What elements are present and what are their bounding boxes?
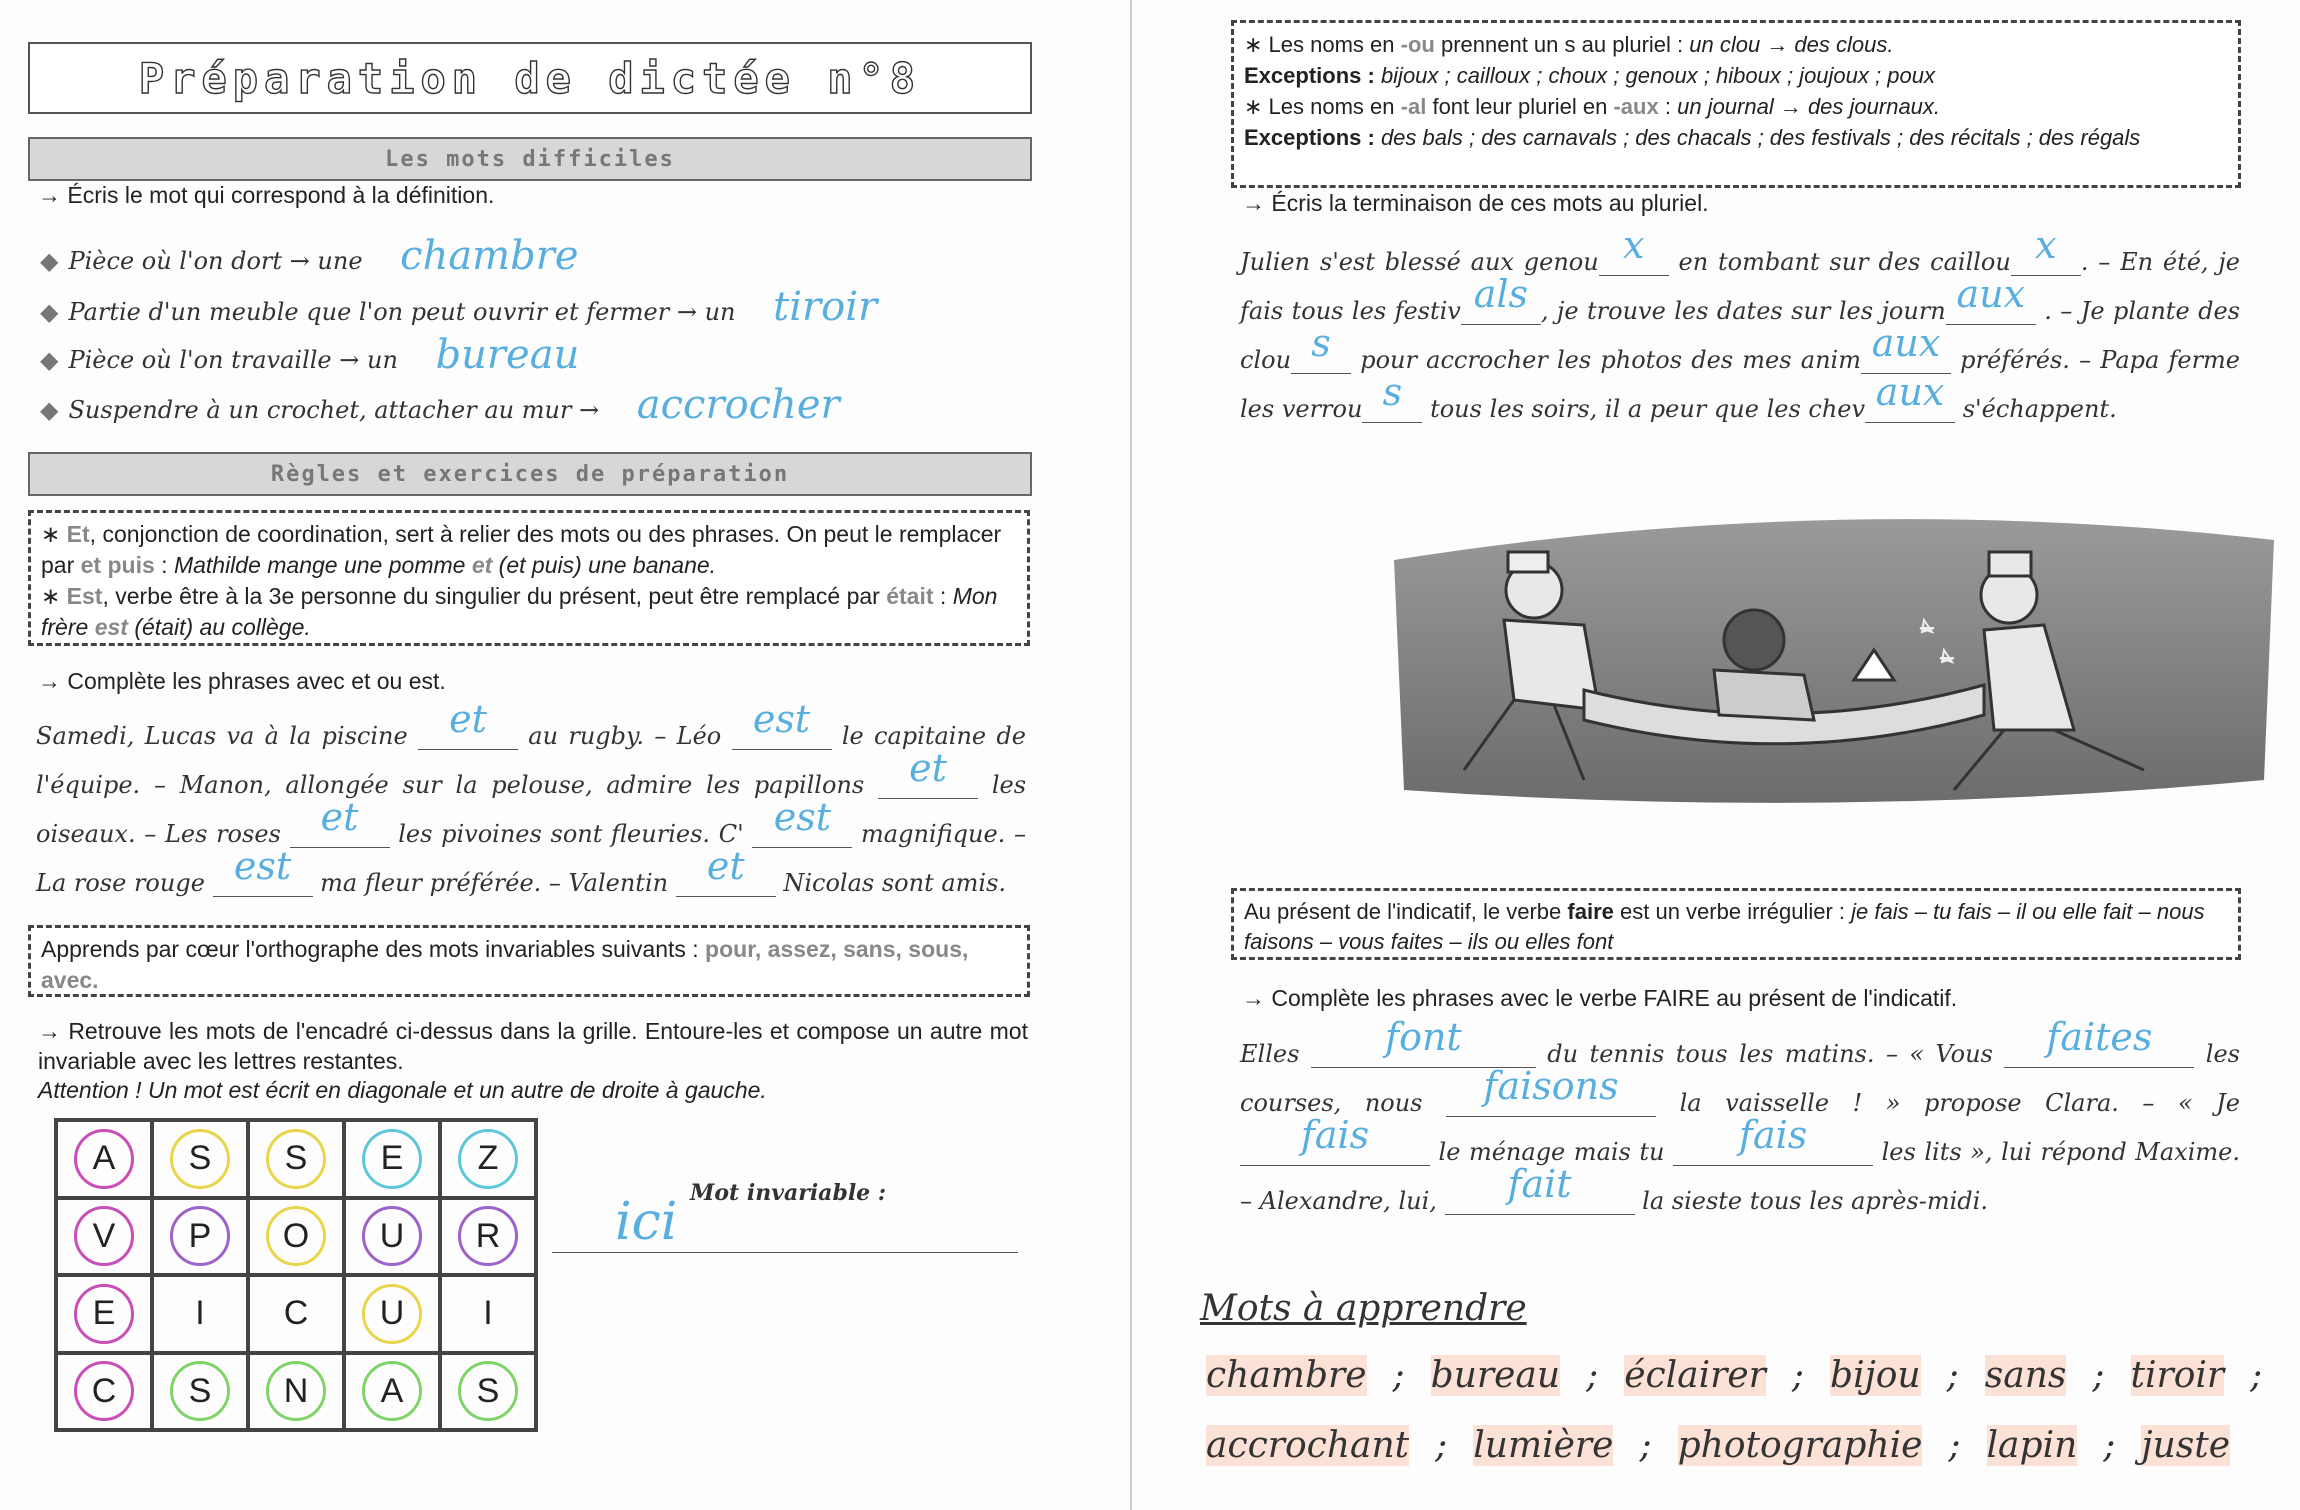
exercise-text: les lits », lui répond Maxime. – Alexandre, lui, xyxy=(1240,1138,2240,1215)
separator: ; xyxy=(1392,1355,1405,1396)
exercise-text: les pivoines sont fleuries. C' xyxy=(398,820,744,848)
blank-answer: s xyxy=(1382,370,1403,414)
answer-blank[interactable] xyxy=(676,844,776,897)
answer-blank[interactable] xyxy=(1865,370,1955,423)
grid-letter: R xyxy=(458,1206,518,1266)
blank-answer: x xyxy=(2035,223,2057,267)
box-text: Apprends par cœur l'orthographe des mots invariables suivants : xyxy=(41,936,699,962)
separator: ; xyxy=(1948,1425,1961,1466)
answer-blank[interactable] xyxy=(2004,1015,2194,1068)
grid-cell[interactable] xyxy=(248,1120,344,1198)
exercise-text: tous les soirs, il a peur que les chev xyxy=(1430,395,1866,423)
blank-answer: et xyxy=(706,844,745,888)
mot-invariable-answer: ici xyxy=(615,1192,678,1252)
rule-example: est xyxy=(94,614,128,640)
grid-letter: I xyxy=(195,1294,205,1333)
exercise-text: la sieste tous les après-midi. xyxy=(1642,1187,1988,1215)
answer-blank[interactable] xyxy=(1446,1064,1656,1117)
grid-cell[interactable] xyxy=(152,1198,248,1276)
word-to-learn: bijou xyxy=(1830,1355,1921,1396)
rule-example: (était) xyxy=(134,614,194,640)
grid-letter: U xyxy=(362,1206,422,1266)
answer-blank[interactable] xyxy=(290,795,390,848)
answer-blank[interactable] xyxy=(1362,370,1422,423)
exercise-text: ma fleur préférée. – Valentin xyxy=(320,869,669,897)
blank-answer: faites xyxy=(2046,1015,2153,1059)
answer-blank[interactable] xyxy=(732,697,832,750)
rule-text: ∗ Les noms en xyxy=(1244,94,1395,119)
rule-text: : xyxy=(154,552,168,578)
grid-letter: U xyxy=(362,1284,422,1344)
blank-answer: est xyxy=(773,795,831,839)
grid-letter: P xyxy=(170,1206,230,1266)
word-to-learn: tiroir xyxy=(2130,1355,2225,1396)
bullet-icon: ◆ xyxy=(40,298,59,326)
faire-rule-box xyxy=(1231,888,2241,960)
grid-cell[interactable] xyxy=(248,1275,344,1353)
grid-letter: C xyxy=(283,1294,309,1333)
word-to-learn: accrochant xyxy=(1206,1425,1410,1466)
definition-row xyxy=(40,233,579,279)
separator: ; xyxy=(1639,1425,1652,1466)
separator: ; xyxy=(2250,1355,2263,1396)
exercise-faire xyxy=(1240,1015,2240,1226)
exercise-text: Nicolas sont amis. xyxy=(783,869,1007,897)
grid-cell[interactable] xyxy=(248,1353,344,1431)
rule-word: -aux xyxy=(1613,94,1659,119)
words-to-learn-line xyxy=(1206,1425,2256,1466)
page-title: Préparation de dictée n°8 xyxy=(138,53,922,103)
definition-row xyxy=(40,332,579,378)
exercise-text: s'échappent. xyxy=(1962,395,2117,423)
blank-answer: fait xyxy=(1507,1162,1572,1206)
exercise-text: le ménage mais tu xyxy=(1438,1138,1665,1166)
word-to-learn: éclairer xyxy=(1624,1355,1766,1396)
rule-word: et puis xyxy=(80,552,155,578)
grid-cell[interactable] xyxy=(56,1275,152,1353)
rule-text: : xyxy=(1664,94,1671,119)
rule-example: un journal → des journaux. xyxy=(1677,94,1941,119)
blank-answer: et xyxy=(449,697,487,741)
definition-text: Suspendre à un crochet, attacher au mur → xyxy=(68,396,600,424)
left-page xyxy=(0,0,1128,1510)
definition-answer: tiroir xyxy=(773,284,878,330)
definition-text: Partie d'un meuble que l'on peut ouvrir et fermer → un xyxy=(68,298,736,326)
rule-text: , verbe être à la 3e personne du singulier du présent, peut être remplacé par xyxy=(102,583,880,609)
exercise-text: du tennis tous les matins. – « Vous xyxy=(1547,1040,1993,1068)
word-to-learn: lapin xyxy=(1986,1425,2078,1466)
rule-word: Et xyxy=(66,521,90,547)
instruction-grid: → Retrouve les mots de l'encadré ci-dessus dans la grille. Entoure-les et compose un autre mot invariable avec les lettres restantes. xyxy=(38,1018,1028,1074)
blank-answer: et xyxy=(320,795,359,839)
exercise-text: en tombant sur des caillou xyxy=(1678,248,2011,276)
star-icon: ∗ xyxy=(41,583,61,609)
bullet-icon: ◆ xyxy=(40,396,59,424)
exercise-text: préférés. – Papa ferme les verrou xyxy=(1240,346,2241,423)
grid-letter: S xyxy=(170,1361,230,1421)
exercise-text: au rugby. – Léo xyxy=(528,722,722,750)
grid-cell[interactable] xyxy=(440,1275,536,1353)
right-page xyxy=(1134,0,2300,1510)
answer-blank[interactable] xyxy=(1445,1162,1635,1215)
letter-grid xyxy=(54,1118,538,1432)
exceptions-label: Exceptions : xyxy=(1244,125,1375,150)
answer-blank[interactable] xyxy=(1673,1113,1873,1166)
section-header-text: Règles et exercices de préparation xyxy=(270,461,790,487)
word-to-learn: photographie xyxy=(1677,1425,1923,1466)
exercise-et-est xyxy=(36,697,1027,908)
invariable-words: pour, assez, sans, sous, avec. xyxy=(41,936,969,993)
grid-letter: A xyxy=(74,1129,134,1189)
answer-blank[interactable] xyxy=(878,746,978,799)
rule-example: Mon frère xyxy=(41,583,998,640)
answer-blank[interactable] xyxy=(213,844,313,897)
blank-answer: et xyxy=(909,746,947,790)
grid-cell[interactable] xyxy=(56,1353,152,1431)
words-to-learn-line xyxy=(1206,1355,2288,1396)
rule-text: ∗ Les noms en xyxy=(1244,32,1395,57)
rule-word: Est xyxy=(66,583,103,609)
grid-letter: E xyxy=(362,1129,422,1189)
rule-text: est un verbe irrégulier : xyxy=(1620,899,1846,924)
exercise-text: magnifique. – La rose rouge xyxy=(36,820,1026,897)
blank-answer: x xyxy=(1622,223,1645,267)
exercise-text: le capitaine de l'équipe. – Manon, allongée sur la pelouse, admire les papillons xyxy=(36,722,1026,799)
star-icon: ∗ xyxy=(41,521,61,547)
answer-blank[interactable] xyxy=(752,795,852,848)
answer-blank[interactable] xyxy=(1599,223,1669,276)
exercise-text: la vaisselle ! » propose Clara. – « Je xyxy=(1679,1089,2240,1117)
blank-answer: aux xyxy=(1956,272,2026,316)
rule-word: faire xyxy=(1567,899,1614,924)
grid-cell[interactable] xyxy=(152,1120,248,1198)
exceptions-label: Exceptions : xyxy=(1244,63,1375,88)
blank-answer: fais xyxy=(1300,1113,1370,1157)
rule-box-et-est xyxy=(28,510,1030,646)
title-box xyxy=(28,42,1032,114)
grid-letter: Z xyxy=(458,1129,518,1189)
blank-answer: faisons xyxy=(1483,1064,1619,1108)
exercise-text: les oiseaux. – Les roses xyxy=(36,771,1027,848)
exercise-text: . – En été, je fais tous les festiv xyxy=(1240,248,2240,325)
mot-invariable-label: Mot invariable : xyxy=(690,1180,886,1206)
rule-example: (et puis) xyxy=(498,552,582,578)
grid-letter: V xyxy=(74,1206,134,1266)
rule-text: Au présent de l'indicatif, le verbe xyxy=(1244,899,1562,924)
exercise-text: . – Je plante des clou xyxy=(1240,297,2240,374)
rule-text: font leur pluriel en xyxy=(1432,94,1608,119)
word-to-learn: juste xyxy=(2141,1425,2231,1466)
definition-text: Pièce où l'on travaille → un xyxy=(68,346,398,374)
grid-letter: S xyxy=(266,1129,326,1189)
answer-blank[interactable] xyxy=(1461,272,1541,325)
grid-letter: S xyxy=(170,1129,230,1189)
separator: ; xyxy=(2092,1355,2105,1396)
grid-letter: E xyxy=(74,1284,134,1344)
grid-cell[interactable] xyxy=(56,1120,152,1198)
instruction-et-est: → Complète les phrases avec et ou est. xyxy=(38,668,446,694)
rule-example: un clou → des clous. xyxy=(1689,32,1894,57)
grid-letter: C xyxy=(74,1361,134,1421)
invariable-words-box xyxy=(28,925,1030,997)
word-to-learn: chambre xyxy=(1206,1355,1367,1396)
rule-word: -al xyxy=(1400,94,1427,119)
grid-cell[interactable] xyxy=(152,1275,248,1353)
page-fold xyxy=(1130,0,1132,1510)
grid-letter: O xyxy=(266,1206,326,1266)
section-header-rules xyxy=(28,452,1032,496)
rule-text: : xyxy=(933,583,947,609)
answer-blank[interactable] xyxy=(1946,272,2036,325)
grid-cell[interactable] xyxy=(440,1120,536,1198)
grid-cell[interactable] xyxy=(440,1198,536,1276)
grid-cell[interactable] xyxy=(344,1353,440,1431)
exercise-text: Samedi, Lucas va à la piscine xyxy=(36,722,408,750)
words-to-learn-title: Mots à apprendre xyxy=(1200,1288,1527,1329)
word-to-learn: sans xyxy=(1984,1355,2067,1396)
separator: ; xyxy=(1586,1355,1599,1396)
definition-row xyxy=(40,382,840,428)
separator: ; xyxy=(1946,1355,1959,1396)
grid-letter: N xyxy=(266,1361,326,1421)
definition-text: Pièce où l'on dort → une xyxy=(68,247,363,275)
rule-text: prennent un s au pluriel : xyxy=(1440,32,1684,57)
grid-letter: I xyxy=(483,1294,493,1333)
answer-blank[interactable] xyxy=(1291,321,1351,374)
word-to-learn: bureau xyxy=(1430,1355,1561,1396)
separator: ; xyxy=(1435,1425,1448,1466)
separator: ; xyxy=(1791,1355,1805,1396)
blank-answer: aux xyxy=(1871,321,1941,365)
illustration-stretcher xyxy=(1384,500,2284,830)
exercise-text: pour accrocher les photos des mes anim xyxy=(1360,346,1861,374)
blank-answer: fais xyxy=(1738,1113,1808,1157)
rule-example: une banane. xyxy=(588,552,717,578)
exercise-text: les courses, nous xyxy=(1240,1040,2240,1117)
blank-answer: s xyxy=(1311,321,1331,365)
rule-word: était xyxy=(886,583,934,609)
definition-answer: bureau xyxy=(435,332,580,378)
word-to-learn: lumière xyxy=(1473,1425,1614,1466)
grid-cell[interactable] xyxy=(248,1198,344,1276)
rule-word: -ou xyxy=(1400,32,1435,57)
plural-rule-box xyxy=(1231,20,2241,188)
grid-cell[interactable] xyxy=(440,1353,536,1431)
rule-example: au collège. xyxy=(199,614,311,640)
bullet-icon: ◆ xyxy=(40,346,59,374)
grid-cell[interactable] xyxy=(56,1198,152,1276)
answer-blank[interactable] xyxy=(418,697,518,750)
blank-answer: est xyxy=(233,844,292,888)
exercise-text: , je trouve les dates sur les journ xyxy=(1540,297,1946,325)
section-header-difficult-words xyxy=(28,137,1032,181)
answer-blank[interactable] xyxy=(1240,1113,1430,1166)
exercise-text: Julien s'est blessé aux genou xyxy=(1240,248,1599,276)
grid-letter: S xyxy=(458,1361,518,1421)
rule-example: Mathilde mange une pomme xyxy=(173,552,466,578)
grid-cell[interactable] xyxy=(152,1353,248,1431)
bullet-icon: ◆ xyxy=(40,247,59,275)
instruction-definitions: → Écris le mot qui correspond à la définition. xyxy=(38,182,495,208)
exercise-plural xyxy=(1240,223,2241,434)
exercise-text: Elles xyxy=(1240,1040,1300,1068)
exceptions-list: bijoux ; cailloux ; choux ; genoux ; hiboux ; joujoux ; poux xyxy=(1380,63,1935,88)
rule-example: et xyxy=(471,552,493,578)
blank-answer: als xyxy=(1473,272,1529,316)
instruction-plural: → Écris la terminaison de ces mots au pluriel. xyxy=(1242,190,1709,216)
grid-cell[interactable] xyxy=(344,1275,440,1353)
blank-answer: est xyxy=(752,697,811,741)
section-header-text: Les mots difficiles xyxy=(385,146,675,172)
grid-cell[interactable] xyxy=(344,1120,440,1198)
rule-text: , conjonction de coordination, sert à relier des mots ou des phrases. On peut le remplacer par xyxy=(41,521,1002,578)
grid-cell[interactable] xyxy=(344,1198,440,1276)
blank-answer: aux xyxy=(1875,370,1945,414)
definition-row xyxy=(40,284,877,330)
instruction-faire: → Complète les phrases avec le verbe FAIRE au présent de l'indicatif. xyxy=(1242,985,1958,1011)
instruction-grid-note: Attention ! Un mot est écrit en diagonale et un autre de droite à gauche. xyxy=(38,1077,767,1103)
blank-answer: font xyxy=(1385,1015,1462,1059)
definition-answer: chambre xyxy=(400,233,579,279)
exceptions-list: des bals ; des carnavals ; des chacals ; des festivals ; des récitals ; des régals xyxy=(1380,125,2141,150)
definition-answer: accrocher xyxy=(636,382,840,428)
separator: ; xyxy=(2103,1425,2116,1466)
conjugation: je fais – tu fais – il ou elle fait – nous faisons – vous faites – ils ou elles font xyxy=(1244,899,2205,954)
grid-letter: A xyxy=(362,1361,422,1421)
